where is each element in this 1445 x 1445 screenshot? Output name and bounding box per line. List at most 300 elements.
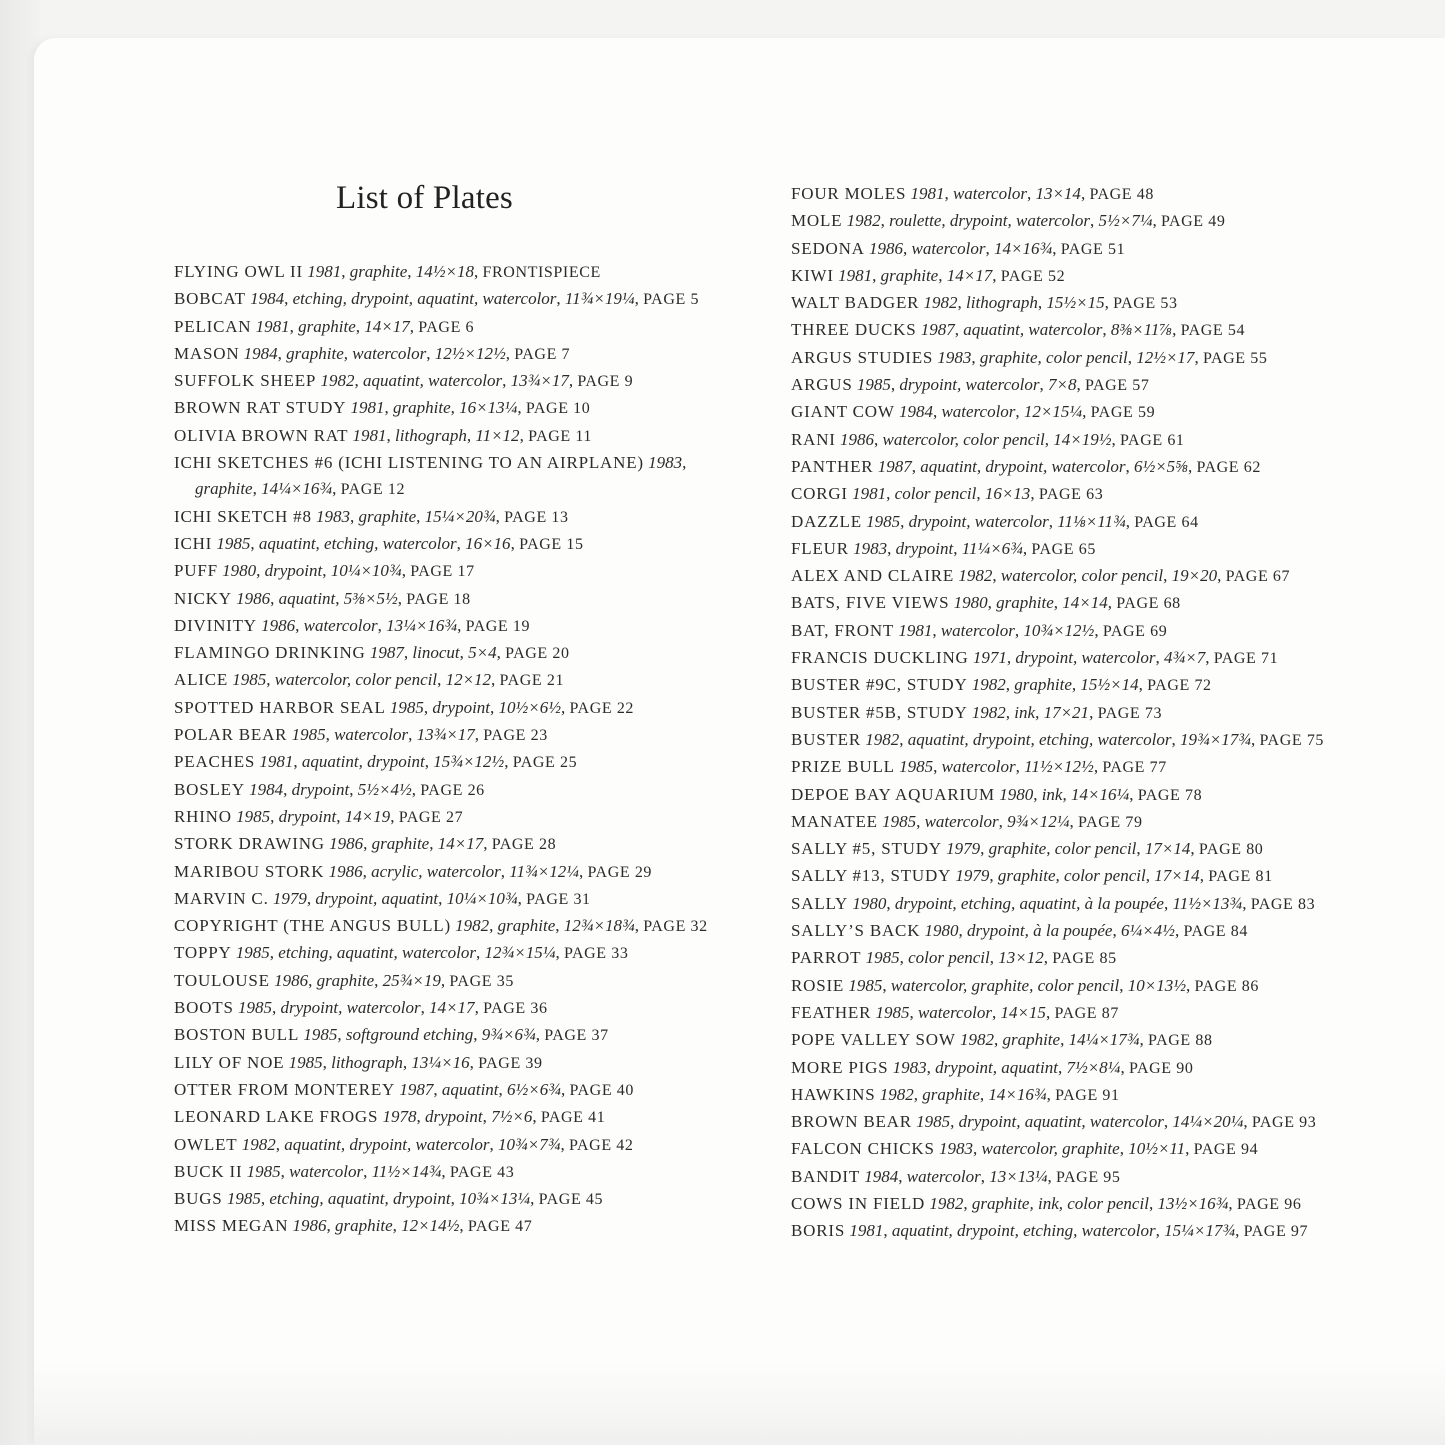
plate-entry: ICHI 1985, aquatint, etching, watercolor, 16×16, PAGE 15	[174, 533, 584, 553]
plate-dimensions: 15½×15	[1046, 293, 1105, 313]
plate-title: MASON	[174, 343, 240, 363]
plate-entry: BUGS 1985, etching, aquatint, drypoint, 10¾×13¼, PAGE 45	[174, 1189, 604, 1209]
plates-list-right	[791, 181, 1411, 1246]
plate-entry: SUFFOLK SHEEP 1982, aquatint, watercolor, 13¾×17, PAGE 9	[174, 371, 634, 391]
plate-title: HAWKINS	[791, 1084, 876, 1104]
plate-title: STORK DRAWING	[174, 834, 325, 854]
plate-title: ROSIE	[791, 975, 845, 995]
plate-year: 1982	[455, 916, 490, 936]
plate-year: 1985	[246, 1161, 281, 1181]
plate-entry: THREE DUCKS 1987, aquatint, watercolor, 8⅜×11⅞, PAGE 54	[791, 320, 1246, 340]
plate-page: PAGE 43	[449, 1163, 515, 1181]
plate-medium: drypoint, aquatint	[315, 888, 439, 908]
plate-medium: watercolor	[917, 1002, 992, 1022]
plate-medium: drypoint	[291, 779, 350, 799]
plate-entry: BUSTER #9C, STUDY 1982, graphite, 15½×14, PAGE 72	[791, 675, 1212, 695]
plate-page: PAGE 41	[540, 1109, 606, 1127]
plate-year: 1985	[866, 511, 901, 531]
plate-title: PANTHER	[791, 456, 874, 476]
plate-year: 1982	[923, 293, 958, 313]
plate-entry: ICHI SKETCHES #6 (ICHI LISTENING TO AN AIRPLANE) 1983,	[174, 453, 687, 473]
plate-medium: watercolor	[303, 615, 378, 635]
plate-medium: graphite	[996, 593, 1054, 613]
plate-page: PAGE 15	[519, 535, 584, 553]
plate-page: PAGE 79	[1078, 813, 1143, 831]
plate-entry: ARGUS STUDIES 1983, graphite, color pencil, 12½×17, PAGE 55	[791, 347, 1268, 367]
plate-entry: NICKY 1986, aquatint, 5⅜×5½, PAGE 18	[174, 588, 471, 608]
plate-year: 1985	[303, 1025, 338, 1045]
plate-year: 1984	[864, 1166, 899, 1186]
plate-entry: ICHI SKETCH #8 1983, graphite, 15¼×20¾, PAGE 13	[174, 506, 569, 526]
plate-year: 1980	[852, 893, 887, 913]
plate-medium: graphite	[1002, 1030, 1061, 1050]
plate-year: 1979	[272, 888, 307, 908]
plate-year: 1983	[853, 538, 888, 558]
plate-entry: MARVIN C. 1979, drypoint, aquatint, 10¼×10¾, PAGE 31	[174, 888, 591, 908]
plate-title: PARROT	[791, 948, 862, 968]
plate-medium: graphite, color pencil	[979, 347, 1128, 367]
plate-year: 1985	[226, 1189, 261, 1209]
plate-dimensions: 14×16¾	[988, 1084, 1047, 1104]
plate-dimensions: 14×17	[946, 265, 993, 285]
plate-page: PAGE 78	[1137, 786, 1203, 804]
plate-medium: watercolor	[334, 725, 409, 745]
plate-year: 1981	[307, 262, 342, 281]
plate-page: PAGE 57	[1084, 377, 1150, 395]
plate-medium: graphite	[1014, 675, 1072, 695]
plate-page: PAGE 55	[1202, 349, 1268, 367]
plate-title: FALCON CHICKS	[791, 1139, 935, 1159]
plate-page: PAGE 31	[526, 890, 591, 908]
plate-dimensions: 13¾×17	[416, 725, 475, 745]
plate-title: TOULOUSE	[174, 970, 270, 990]
plate-dimensions: 10¼×10¾	[330, 561, 402, 581]
plate-title: BUSTER #5B, STUDY	[791, 702, 968, 722]
plate-title: BAT, FRONT	[791, 620, 895, 640]
plate-medium: drypoint	[278, 806, 337, 826]
plate-entry: SEDONA 1986, watercolor, 14×16¾, PAGE 51	[791, 238, 1126, 258]
plate-dimensions: 5½×4½	[357, 779, 412, 799]
plate-page: PAGE 90	[1128, 1059, 1194, 1077]
plate-dimensions: 15¼×17¾	[1164, 1221, 1236, 1241]
plate-title: BATS, FIVE VIEWS	[791, 593, 950, 613]
plate-page: PAGE 19	[465, 617, 531, 635]
plate-entry: FLEUR 1983, drypoint, 11¼×6¾, PAGE 65	[791, 538, 1096, 558]
plate-title: OWLET	[174, 1134, 238, 1154]
plate-year: 1984	[898, 402, 933, 422]
plate-dimensions: 7½×8¼	[1066, 1057, 1121, 1077]
plate-medium: watercolor, graphite	[981, 1139, 1120, 1159]
plate-entry: PRIZE BULL 1985, watercolor, 11½×12½, PAGE 77	[791, 757, 1167, 777]
plate-title: OLIVIA BROWN RAT	[174, 425, 349, 445]
plate-page: PAGE 72	[1147, 677, 1212, 695]
plate-page: PAGE 73	[1097, 704, 1163, 722]
plate-medium: color pencil	[894, 484, 977, 504]
plate-entry: OLIVIA BROWN RAT 1981, lithograph, 11×12, PAGE 11	[174, 425, 592, 445]
plate-page: PAGE 81	[1208, 868, 1273, 886]
plate-year: 1981	[350, 398, 385, 418]
plate-medium: graphite, color pencil	[988, 839, 1137, 859]
plate-medium: graphite	[358, 506, 417, 526]
plate-dimensions: 6½×5⅝	[1133, 456, 1188, 476]
plate-page: PAGE 71	[1213, 650, 1279, 668]
plate-dimensions: 10¾×12½	[1023, 620, 1095, 640]
plate-entry: SALLY #5, STUDY 1979, graphite, color pencil, 17×14, PAGE 80	[791, 839, 1264, 859]
plate-page: PAGE 97	[1243, 1223, 1309, 1241]
plate-dimensions: 4¾×7	[1163, 648, 1206, 668]
plate-title: OTTER FROM MONTEREY	[174, 1079, 396, 1099]
plate-title: ARGUS	[791, 375, 853, 395]
plate-medium: lithograph	[966, 293, 1038, 313]
plate-entry: ARGUS 1985, drypoint, watercolor, 7×8, PAGE 57	[791, 375, 1150, 395]
plate-page: PAGE 32	[643, 918, 708, 936]
plate-dimensions: 14×19½	[1053, 429, 1112, 449]
plate-dimensions: 13¼×16	[411, 1052, 470, 1072]
plate-dimensions: 17×14	[1144, 839, 1191, 859]
plate-page: PAGE 47	[467, 1218, 533, 1236]
plate-entry: PELICAN 1981, graphite, 14×17, PAGE 6	[174, 316, 475, 336]
plate-year: 1980	[924, 921, 959, 941]
plate-page: PAGE 84	[1183, 923, 1248, 941]
plate-entry: FLYING OWL II 1981, graphite, 14½×18, FRONTISPIECE	[174, 262, 601, 281]
plate-dimensions: 14×16¾	[993, 238, 1053, 258]
plate-page: PAGE 54	[1180, 322, 1246, 340]
plate-medium: aquatint, drypoint	[301, 752, 425, 772]
plate-year: 1981	[838, 265, 873, 285]
plate-title: SALLY #13, STUDY	[791, 866, 952, 886]
plate-page: PAGE 29	[587, 863, 653, 881]
plate-year: 1981	[849, 1221, 884, 1241]
plate-page: PAGE 17	[410, 563, 475, 581]
plate-entry: FALCON CHICKS 1983, watercolor, graphite, 10½×11, PAGE 94	[791, 1139, 1259, 1159]
plate-year: 1982	[241, 1134, 276, 1154]
plate-medium: drypoint	[425, 1107, 483, 1127]
plate-entry: CORGI 1981, color pencil, 16×13, PAGE 63	[791, 484, 1104, 504]
plate-medium: watercolor, color pencil	[274, 670, 438, 690]
plate-title: MISS MEGAN	[174, 1216, 289, 1236]
plate-page: PAGE 27	[398, 808, 464, 826]
plate-medium: ink	[1014, 702, 1036, 722]
plate-dimensions: 5⅜×5½	[343, 588, 398, 608]
plate-dimensions: 5½×7¼	[1098, 211, 1153, 231]
plate-title: BOSLEY	[174, 779, 245, 799]
plate-year: 1985	[865, 948, 900, 968]
plate-entry: MASON 1984, graphite, watercolor, 12½×12½, PAGE 7	[174, 343, 571, 363]
plate-title: DEPOE BAY AQUARIUM	[791, 784, 995, 804]
plate-medium: drypoint, etching, aquatint, à la poupée	[894, 893, 1164, 913]
plate-page: PAGE 64	[1134, 513, 1199, 531]
plate-title: POLAR BEAR	[174, 725, 288, 745]
plate-year: 1983	[892, 1057, 927, 1077]
plate-medium: aquatint, drypoint, watercolor	[920, 456, 1126, 476]
plate-dimensions: 25¾×19	[382, 970, 441, 990]
plate-medium: drypoint, watercolor	[280, 998, 421, 1018]
plate-year: 1980	[999, 784, 1034, 804]
plate-medium: watercolor	[941, 402, 1016, 422]
plate-page: PAGE 77	[1102, 759, 1167, 777]
plate-year: 1981	[852, 484, 887, 504]
plate-year: 1985	[237, 998, 272, 1018]
plate-year: 1987	[399, 1079, 434, 1099]
plate-year: 1986	[261, 615, 296, 635]
plate-medium: graphite	[880, 265, 939, 285]
plate-entry: BORIS 1981, aquatint, drypoint, etching, watercolor, 15¼×17¾, PAGE 97	[791, 1221, 1309, 1241]
plate-page: PAGE 45	[538, 1191, 604, 1209]
plate-medium: drypoint	[432, 697, 491, 717]
plate-dimensions: 14×17	[429, 998, 475, 1018]
plate-dimensions: 15½×14	[1080, 675, 1139, 695]
plate-year: 1986	[274, 970, 309, 990]
plate-entry: SALLY’S BACK 1980, drypoint, à la poupée, 6¼×4½, PAGE 84	[791, 921, 1248, 941]
plate-entry: BUCK II 1985, watercolor, 11½×14¾, PAGE 43	[174, 1161, 515, 1181]
plate-title: SALLY #5, STUDY	[791, 839, 942, 859]
plate-year: 1981	[255, 316, 290, 336]
plate-year: 1982	[959, 1030, 994, 1050]
plate-page: PAGE 18	[406, 590, 471, 608]
plate-entry: SALLY #13, STUDY 1979, graphite, color pencil, 17×14, PAGE 81	[791, 866, 1273, 886]
plate-title: BROWN RAT STUDY	[174, 398, 347, 418]
plate-medium: softground etching	[345, 1025, 474, 1045]
plate-dimensions: 11×12	[475, 425, 520, 445]
plate-page: PAGE 5	[643, 291, 700, 309]
plate-title: PEACHES	[174, 752, 256, 772]
plate-medium: graphite	[316, 970, 375, 990]
plate-entry: PEACHES 1981, aquatint, drypoint, 15¾×12½, PAGE 25	[174, 752, 578, 772]
plate-year: 1971	[972, 648, 1007, 668]
plate-entry: POPE VALLEY SOW 1982, graphite, 14¼×17¾, PAGE 88	[791, 1030, 1213, 1050]
plate-title: WALT BADGER	[791, 293, 920, 313]
plate-title: LILY OF NOE	[174, 1052, 285, 1072]
plate-year: 1983	[939, 1139, 973, 1159]
plate-page: PAGE 23	[483, 727, 548, 745]
plate-year: 1987	[877, 456, 912, 476]
plate-title: POPE VALLEY SOW	[791, 1030, 956, 1050]
plate-year: 1985	[291, 725, 326, 745]
plate-year: 1984	[243, 343, 278, 363]
plate-title: BOSTON BULL	[174, 1025, 300, 1045]
plate-page: PAGE 62	[1196, 458, 1261, 476]
plate-medium: watercolor	[289, 1161, 364, 1181]
plate-page: PAGE 68	[1116, 595, 1181, 613]
plate-page: PAGE 53	[1113, 295, 1178, 313]
plate-title: GIANT COW	[791, 402, 895, 422]
plate-entry: LILY OF NOE 1985, lithograph, 13¼×16, PAGE 39	[174, 1052, 543, 1072]
plate-entry: SPOTTED HARBOR SEAL 1985, drypoint, 10½×6½, PAGE 22	[174, 697, 635, 717]
plate-entry: RANI 1986, watercolor, color pencil, 14×19½, PAGE 61	[791, 429, 1185, 449]
plate-year: 1985	[389, 697, 424, 717]
plate-title: SPOTTED HARBOR SEAL	[174, 697, 386, 717]
plate-page: PAGE 26	[420, 781, 485, 799]
plate-title: PRIZE BULL	[791, 757, 895, 777]
plate-medium: watercolor, color pencil	[882, 429, 1045, 449]
plate-title: DAZZLE	[791, 511, 862, 531]
plate-medium: etching, aquatint, watercolor	[278, 943, 476, 963]
plate-medium: linocut	[412, 643, 460, 663]
plate-page: PAGE 83	[1250, 895, 1316, 913]
plate-medium: aquatint, drypoint, etching, watercolor	[891, 1221, 1156, 1241]
plate-title: BORIS	[791, 1221, 846, 1241]
plate-entry: BANDIT 1984, watercolor, 13×13¼, PAGE 95	[791, 1166, 1121, 1186]
plate-entry: COPYRIGHT (THE ANGUS BULL) 1982, graphite, 12¾×18¾, PAGE 32	[174, 916, 708, 936]
plate-dimensions: 16×13¼	[459, 398, 518, 418]
plate-medium: aquatint	[278, 588, 336, 608]
plate-year: 1985	[235, 943, 270, 963]
plate-page: PAGE 39	[478, 1054, 543, 1072]
plate-page: PAGE 87	[1054, 1004, 1119, 1022]
plate-year: 1986	[329, 834, 364, 854]
plate-year: 1986	[236, 588, 271, 608]
plate-year: 1982	[929, 1193, 964, 1213]
plate-title: KIWI	[791, 265, 834, 285]
plate-entry: BOBCAT 1984, etching, drypoint, aquatint, watercolor, 11¾×19¼, PAGE 5	[174, 289, 700, 309]
plate-page: FRONTISPIECE	[482, 264, 601, 281]
plate-medium: watercolor, graphite, color pencil	[890, 975, 1120, 995]
plate-page: PAGE 93	[1251, 1114, 1317, 1132]
plate-page: PAGE 48	[1089, 186, 1154, 203]
plate-dimensions: 12¾×18¾	[563, 916, 635, 936]
plate-year: 1982	[971, 675, 1006, 695]
plate-page: PAGE 80	[1198, 841, 1264, 859]
plate-year: 1984	[249, 779, 284, 799]
plate-entry: PANTHER 1987, aquatint, drypoint, watercolor, 6½×5⅝, PAGE 62	[791, 456, 1261, 476]
plate-entry: BROWN RAT STUDY 1981, graphite, 16×13¼, PAGE 10	[174, 398, 591, 418]
plate-year: 1985	[288, 1052, 323, 1072]
plate-year: 1981	[259, 752, 294, 772]
plate-medium: watercolor	[940, 620, 1015, 640]
plate-medium: drypoint, watercolor	[1015, 648, 1156, 668]
plate-year: 1985	[856, 375, 891, 395]
plate-year: 1984	[250, 289, 285, 309]
plate-page: PAGE 59	[1090, 404, 1156, 422]
plate-title: BROWN BEAR	[791, 1112, 912, 1132]
plate-entry: PARROT 1985, color pencil, 13×12, PAGE 85	[791, 948, 1117, 968]
plate-title: DIVINITY	[174, 615, 257, 635]
plate-title: FLEUR	[791, 538, 849, 558]
plate-medium: ink	[1041, 784, 1063, 804]
plate-entry: DAZZLE 1985, drypoint, watercolor, 11⅛×11¾, PAGE 64	[791, 511, 1199, 531]
plate-entry: MISS MEGAN 1986, graphite, 12×14½, PAGE 47	[174, 1216, 533, 1236]
plate-page: PAGE 35	[449, 972, 514, 990]
plate-medium: graphite	[349, 262, 408, 281]
plate-title: SUFFOLK SHEEP	[174, 371, 317, 391]
plate-dimensions: 10¼×10¾	[446, 888, 518, 908]
plate-entry: RHINO 1985, drypoint, 14×19, PAGE 27	[174, 806, 464, 826]
plate-title: RHINO	[174, 806, 232, 826]
plate-entry: BUSTER 1982, aquatint, drypoint, etching, watercolor, 19¾×17¾, PAGE 75	[791, 729, 1325, 749]
plate-medium: aquatint, watercolor	[362, 371, 503, 391]
plate-page: PAGE 52	[1000, 267, 1066, 285]
plate-year: 1987	[920, 320, 955, 340]
plate-year: 1986	[869, 238, 903, 258]
plate-page: PAGE 42	[568, 1136, 634, 1154]
plate-page: PAGE 63	[1038, 486, 1104, 504]
plate-medium: watercolor	[941, 757, 1016, 777]
plate-year: 1980	[953, 593, 988, 613]
plate-dimensions: 8⅜×11⅞	[1110, 320, 1173, 340]
plate-dimensions: 9¾×6¾	[481, 1025, 536, 1045]
plate-medium: graphite	[335, 1216, 393, 1236]
plate-medium: graphite, watercolor	[286, 343, 427, 363]
plate-page: PAGE 65	[1031, 540, 1096, 558]
plate-year: 1981	[898, 620, 933, 640]
plate-entry: FRANCIS DUCKLING 1971, drypoint, watercolor, 4¾×7, PAGE 71	[791, 648, 1279, 668]
plate-dimensions: 14¼×20¼	[1172, 1112, 1244, 1132]
plate-dimensions: 10¾×7¾	[498, 1134, 561, 1154]
plate-entry: BROWN BEAR 1985, drypoint, aquatint, watercolor, 14¼×20¼, PAGE 93	[791, 1112, 1317, 1132]
plate-title: SALLY’S BACK	[791, 921, 921, 941]
plate-entry: GIANT COW 1984, watercolor, 12×15¼, PAGE 59	[791, 402, 1156, 422]
plate-year: 1982	[865, 729, 900, 749]
plate-page: PAGE 13	[504, 508, 569, 526]
plate-page: PAGE 25	[512, 754, 578, 772]
plate-medium: lithograph	[395, 425, 467, 445]
plate-page: PAGE 12	[340, 481, 406, 499]
plate-medium: color pencil	[908, 948, 990, 968]
plate-entry: FOUR MOLES 1981, watercolor, 13×14, PAGE 48	[791, 184, 1154, 203]
plate-medium: graphite, ink, color pencil	[971, 1193, 1149, 1213]
plate-year: 1980	[222, 561, 257, 581]
plate-entry: TOULOUSE 1986, graphite, 25¾×19, PAGE 35	[174, 970, 514, 990]
plate-title: BUSTER #9C, STUDY	[791, 675, 968, 695]
plate-entry: FEATHER 1985, watercolor, 14×15, PAGE 87	[791, 1002, 1119, 1022]
plate-dimensions: 10½×6½	[498, 697, 562, 717]
plate-entry: BOSTON BULL 1985, softground etching, 9¾×6¾, PAGE 37	[174, 1025, 609, 1045]
plate-entry: MOLE 1982, roulette, drypoint, watercolor, 5½×7¼, PAGE 49	[791, 211, 1226, 231]
plate-dimensions: 5×4	[468, 643, 497, 663]
plate-year: 1983	[316, 506, 351, 526]
plate-title: FRANCIS DUCKLING	[791, 648, 969, 668]
plate-title: ARGUS STUDIES	[791, 347, 934, 367]
plate-title: NICKY	[174, 588, 232, 608]
plate-dimensions: 15¾×12½	[433, 752, 505, 772]
plate-dimensions: 12½×12½	[434, 343, 506, 363]
plate-entry: ALICE 1985, watercolor, color pencil, 12×12, PAGE 21	[174, 670, 565, 690]
plate-medium: roulette, drypoint, watercolor	[889, 211, 1090, 231]
plate-dimensions: 7½×6	[491, 1107, 533, 1127]
plate-medium: graphite	[922, 1084, 980, 1104]
plate-title: BOOTS	[174, 998, 234, 1018]
plate-medium: aquatint, drypoint, etching, watercolor	[907, 729, 1172, 749]
plate-title: LEONARD LAKE FROGS	[174, 1107, 379, 1127]
plate-page: PAGE 33	[563, 945, 629, 963]
plate-dimensions: 11¼×6¾	[961, 538, 1023, 558]
plate-dimensions: 14¼×16¾	[261, 479, 333, 499]
plate-year: 1985	[882, 811, 917, 831]
plate-title: FOUR MOLES	[791, 184, 907, 203]
plate-dimensions: 7×8	[1047, 375, 1077, 395]
plate-medium: drypoint, watercolor	[899, 375, 1040, 395]
plate-entry: LEONARD LAKE FROGS 1978, drypoint, 7½×6, PAGE 41	[174, 1107, 606, 1127]
plate-dimensions: 11½×13¾	[1172, 893, 1243, 913]
plate-title: BOBCAT	[174, 289, 246, 309]
plate-dimensions: 13¼×16¾	[386, 615, 458, 635]
plate-entry: BATS, FIVE VIEWS 1980, graphite, 14×14, PAGE 68	[791, 593, 1181, 613]
plate-year: 1982	[846, 211, 881, 231]
plate-year: 1982	[879, 1084, 914, 1104]
plate-year: 1986	[840, 429, 875, 449]
plate-title: THREE DUCKS	[791, 320, 917, 340]
plate-title: MORE PIGS	[791, 1057, 889, 1077]
plate-medium: watercolor	[906, 1166, 981, 1186]
plate-dimensions: 6¼×4½	[1120, 921, 1175, 941]
plate-year: 1978	[382, 1107, 417, 1127]
plate-page: PAGE 21	[499, 672, 565, 690]
plate-year: 1985	[232, 670, 267, 690]
plate-year: 1985	[848, 975, 883, 995]
plate-dimensions: 9¾×12¼	[1007, 811, 1070, 831]
plate-dimensions: 6½×6¾	[507, 1079, 561, 1099]
plate-year: 1985	[236, 806, 271, 826]
